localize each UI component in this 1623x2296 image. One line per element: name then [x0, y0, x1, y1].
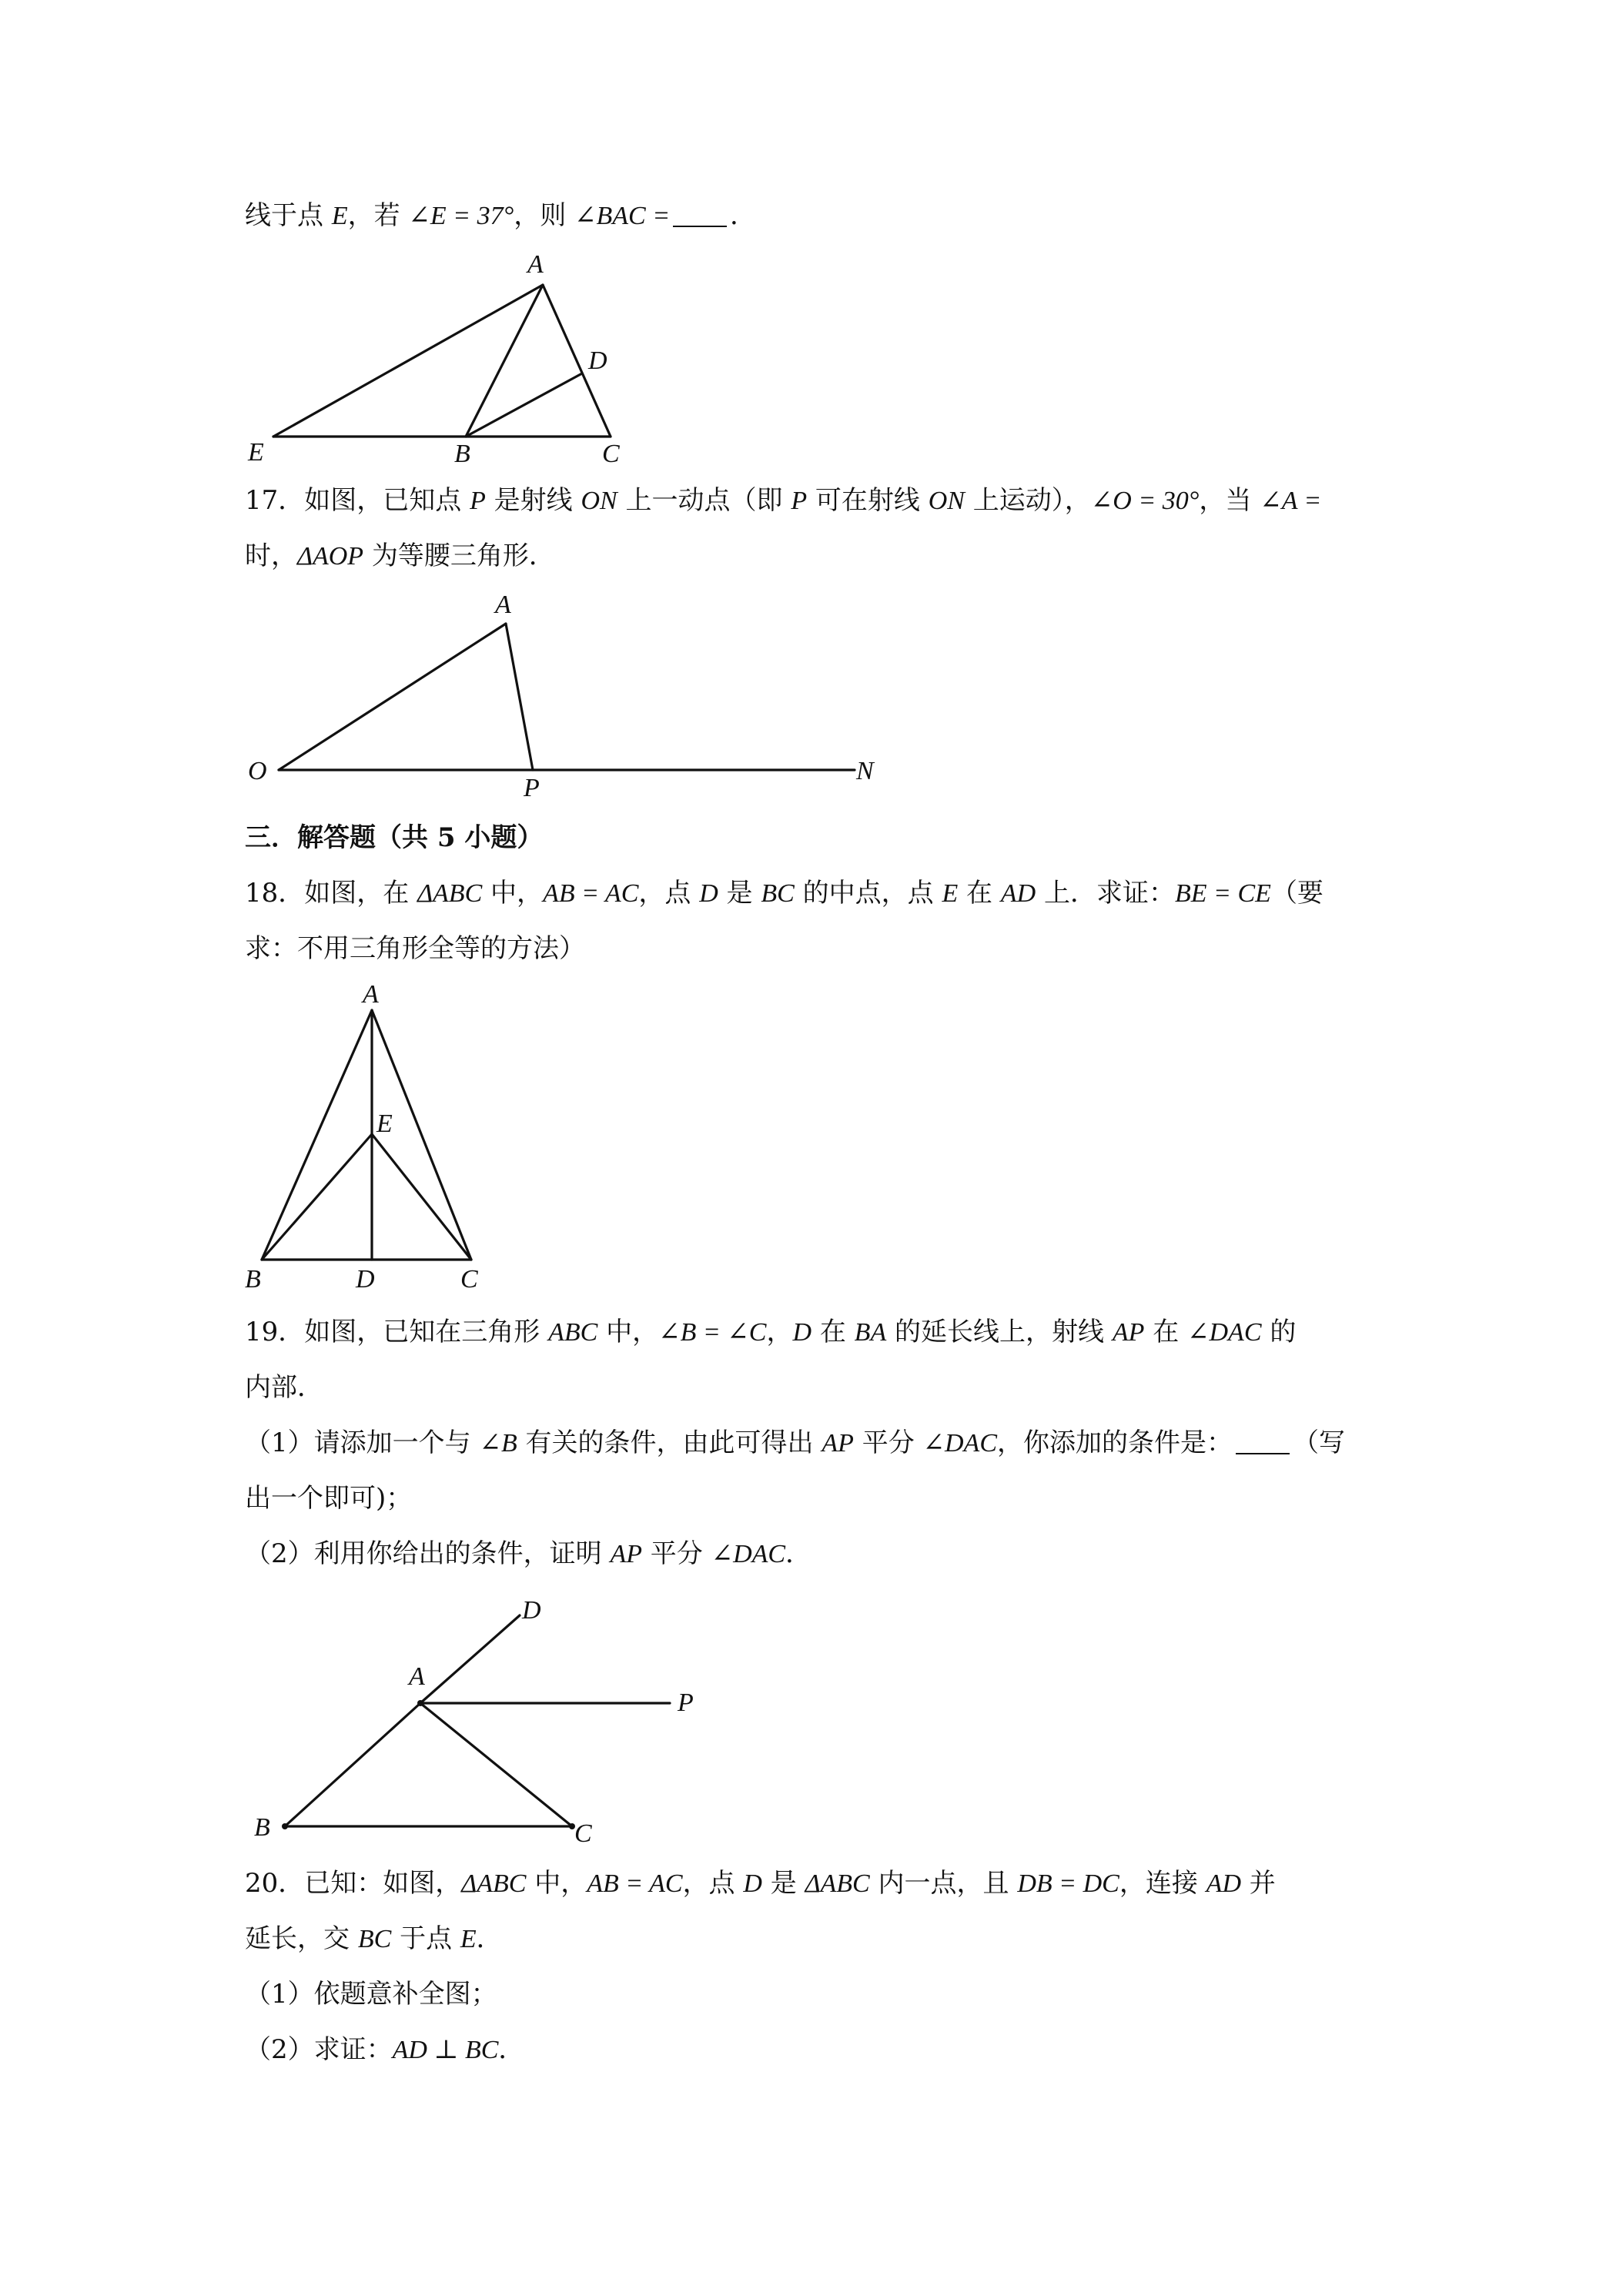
section-heading: 三．解答题（共 5 小题）: [245, 822, 544, 853]
q17-line-1: 17．如图，已知点 P 是射线 ON 上一动点（即 P 可在射线 ON 上运动），∠O = 30°，当 ∠A =: [245, 485, 1322, 516]
label-C: C: [602, 440, 620, 468]
q20-part2-line: （2）求证：AD ⊥ BC．: [245, 2034, 525, 2065]
q19-line-2: 内部．: [245, 1372, 323, 1403]
label-D: D: [588, 346, 607, 375]
label-B: B: [454, 440, 470, 468]
label-A: A: [409, 1662, 425, 1691]
label-O: O: [248, 757, 267, 785]
q17-line-2: 时，ΔAOP 为等腰三角形．: [245, 541, 555, 571]
q20-line-1: 20．已知：如图，ΔABC 中，AB = AC，点 D 是 ΔABC 内一点，且 DB = DC，连接 AD 并: [245, 1868, 1276, 1899]
label-E: E: [248, 438, 264, 467]
label-D: D: [522, 1596, 541, 1625]
q19-part1-line-1: （1）请添加一个与 ∠B 有关的条件，由此可得出 AP 平分 ∠DAC，你添加的条件是： （写: [245, 1427, 1346, 1458]
label-E: E: [376, 1110, 393, 1138]
label-P: P: [678, 1689, 694, 1717]
label-A: A: [495, 591, 511, 619]
q19-part2-line: （2）利用你给出的条件，证明 AP 平分 ∠DAC．: [245, 1538, 812, 1569]
q16-line: 线于点 E，若 ∠E = 37°，则 ∠BAC = ．: [245, 200, 757, 231]
q18-line-2: 求：不用三角形全等的方法）: [245, 933, 585, 964]
label-P: P: [524, 774, 540, 802]
label-B: B: [254, 1813, 270, 1842]
q19-line-1: 19．如图，已知在三角形 ABC 中，∠B = ∠C，D 在 BA 的延长线上，射线 AP 在 ∠DAC 的: [245, 1317, 1297, 1347]
q20-line-2: 延长，交 BC 于点 E．: [245, 1923, 503, 1954]
label-C: C: [460, 1265, 478, 1294]
label-A: A: [527, 250, 544, 279]
label-N: N: [856, 757, 874, 785]
label-C: C: [574, 1819, 592, 1848]
label-A: A: [363, 980, 379, 1009]
label-B: B: [245, 1265, 261, 1294]
q18-line-1: 18．如图，在 ΔABC 中，AB = AC，点 D 是 BC 的中点，点 E 在 AD 上．求证：BE = CE（要: [245, 878, 1323, 909]
q19-part1-line-2: 出一个即可)；: [245, 1483, 413, 1514]
q20-part1-line: （1）依题意补全图；: [245, 1979, 497, 2010]
label-D: D: [356, 1265, 375, 1294]
